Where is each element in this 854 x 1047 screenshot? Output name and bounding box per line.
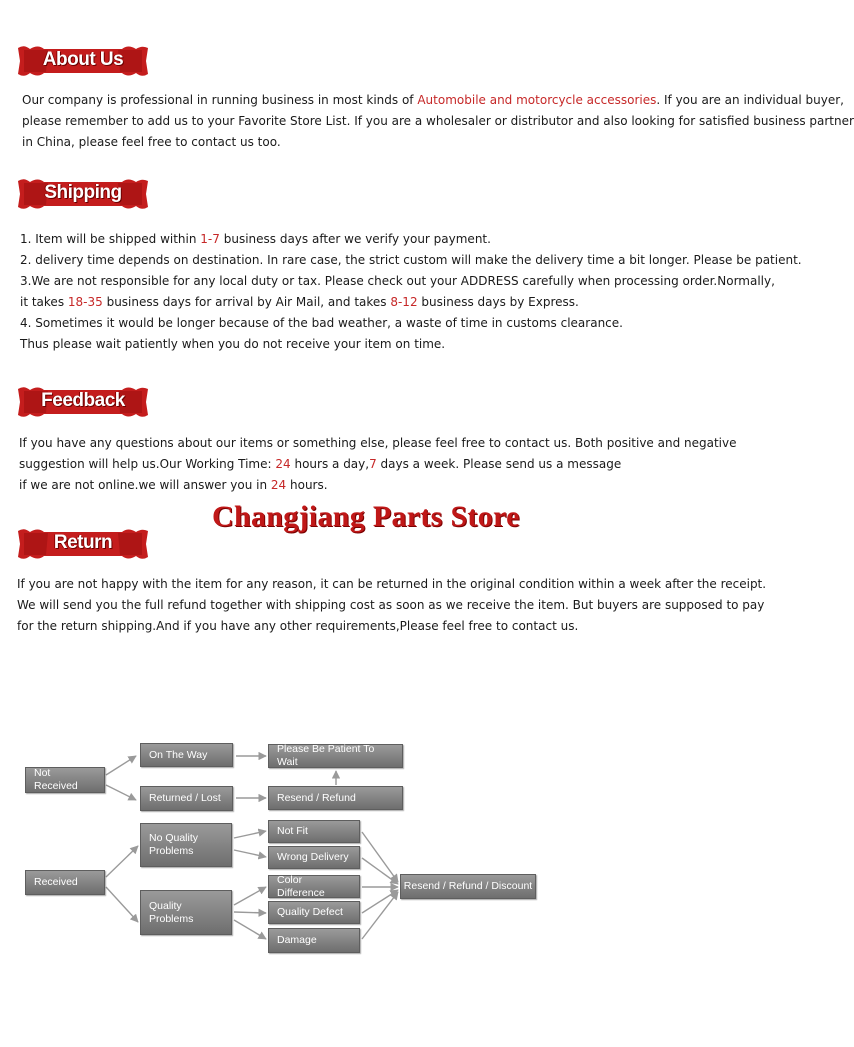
- return-text: If you are not happy with the item for any reason, it can be returned in the original condition within a week after the receipt. We will send you the full refund together with shipping cost as soon as we receive the item. But buyers are supposed to pay for the return shipping.And if you have any other requirements,Please feel free to contact us.: [17, 577, 767, 633]
- about-us-title: About Us: [42, 49, 124, 70]
- flow-not-fit: Not Fit: [268, 820, 360, 843]
- flow-quality-defect: Quality Defect: [268, 901, 360, 924]
- flow-color-difference: Color Difference: [268, 875, 360, 898]
- about-us-text: Our company is professional in running business in most kinds of Automobile and motorcycle accessories. If you are an individual buyer, please remember to add us to your Favorite Store List. If you are a wholesaler or distributor and also looking for satisfied business partner in China, please feel free to contact us too.: [22, 93, 854, 149]
- flow-resend-refund-discount: Resend / Refund / Discount: [400, 874, 536, 899]
- flow-on-the-way: On The Way: [140, 743, 233, 767]
- flow-damage: Damage: [268, 928, 360, 953]
- shipping-title: Shipping: [44, 182, 122, 203]
- product-category-link[interactable]: Automobile and motorcycle accessories: [417, 93, 657, 107]
- shipping-text: 1. Item will be shipped within 1-7 business days after we verify your payment. 2. delivery time depends on destination. In rare case, the strict custom will make the delivery time a bit longer. Please be patient. 3.We are not responsible for any local duty or tax. Please check out your ADDRESS carefully when processing order.Normally, it takes 18-35 business days for arrival by Air Mail, and takes 8-12 business days by Express. 4. Sometimes it would be longer because of the bad weather, a waste of time in customs clearance. Thus please wait patiently when you do not receive your item on time.: [20, 232, 802, 351]
- flow-no-quality-problems: No Quality Problems: [140, 823, 232, 867]
- flow-not-received: Not Received: [25, 767, 105, 793]
- flow-received: Received: [25, 870, 105, 895]
- flow-please-wait: Please Be Patient To Wait: [268, 744, 403, 768]
- flow-resend-refund: Resend / Refund: [268, 786, 403, 810]
- feedback-text: If you have any questions about our items or something else, please feel free to contact us. Both positive and negative suggestion will help us.Our Working Time: 24 hours a day,7 days a week. Please send us a message if we are not online.we will answer you in 24 hours.: [19, 436, 737, 492]
- flow-wrong-delivery: Wrong Delivery: [268, 846, 360, 869]
- return-title: Return: [53, 532, 113, 553]
- flow-quality-problems: Quality Problems: [140, 890, 232, 935]
- store-name-heading: Changjiang Parts Store: [212, 500, 520, 533]
- flow-returned-lost: Returned / Lost: [140, 786, 233, 811]
- feedback-title: Feedback: [41, 390, 125, 411]
